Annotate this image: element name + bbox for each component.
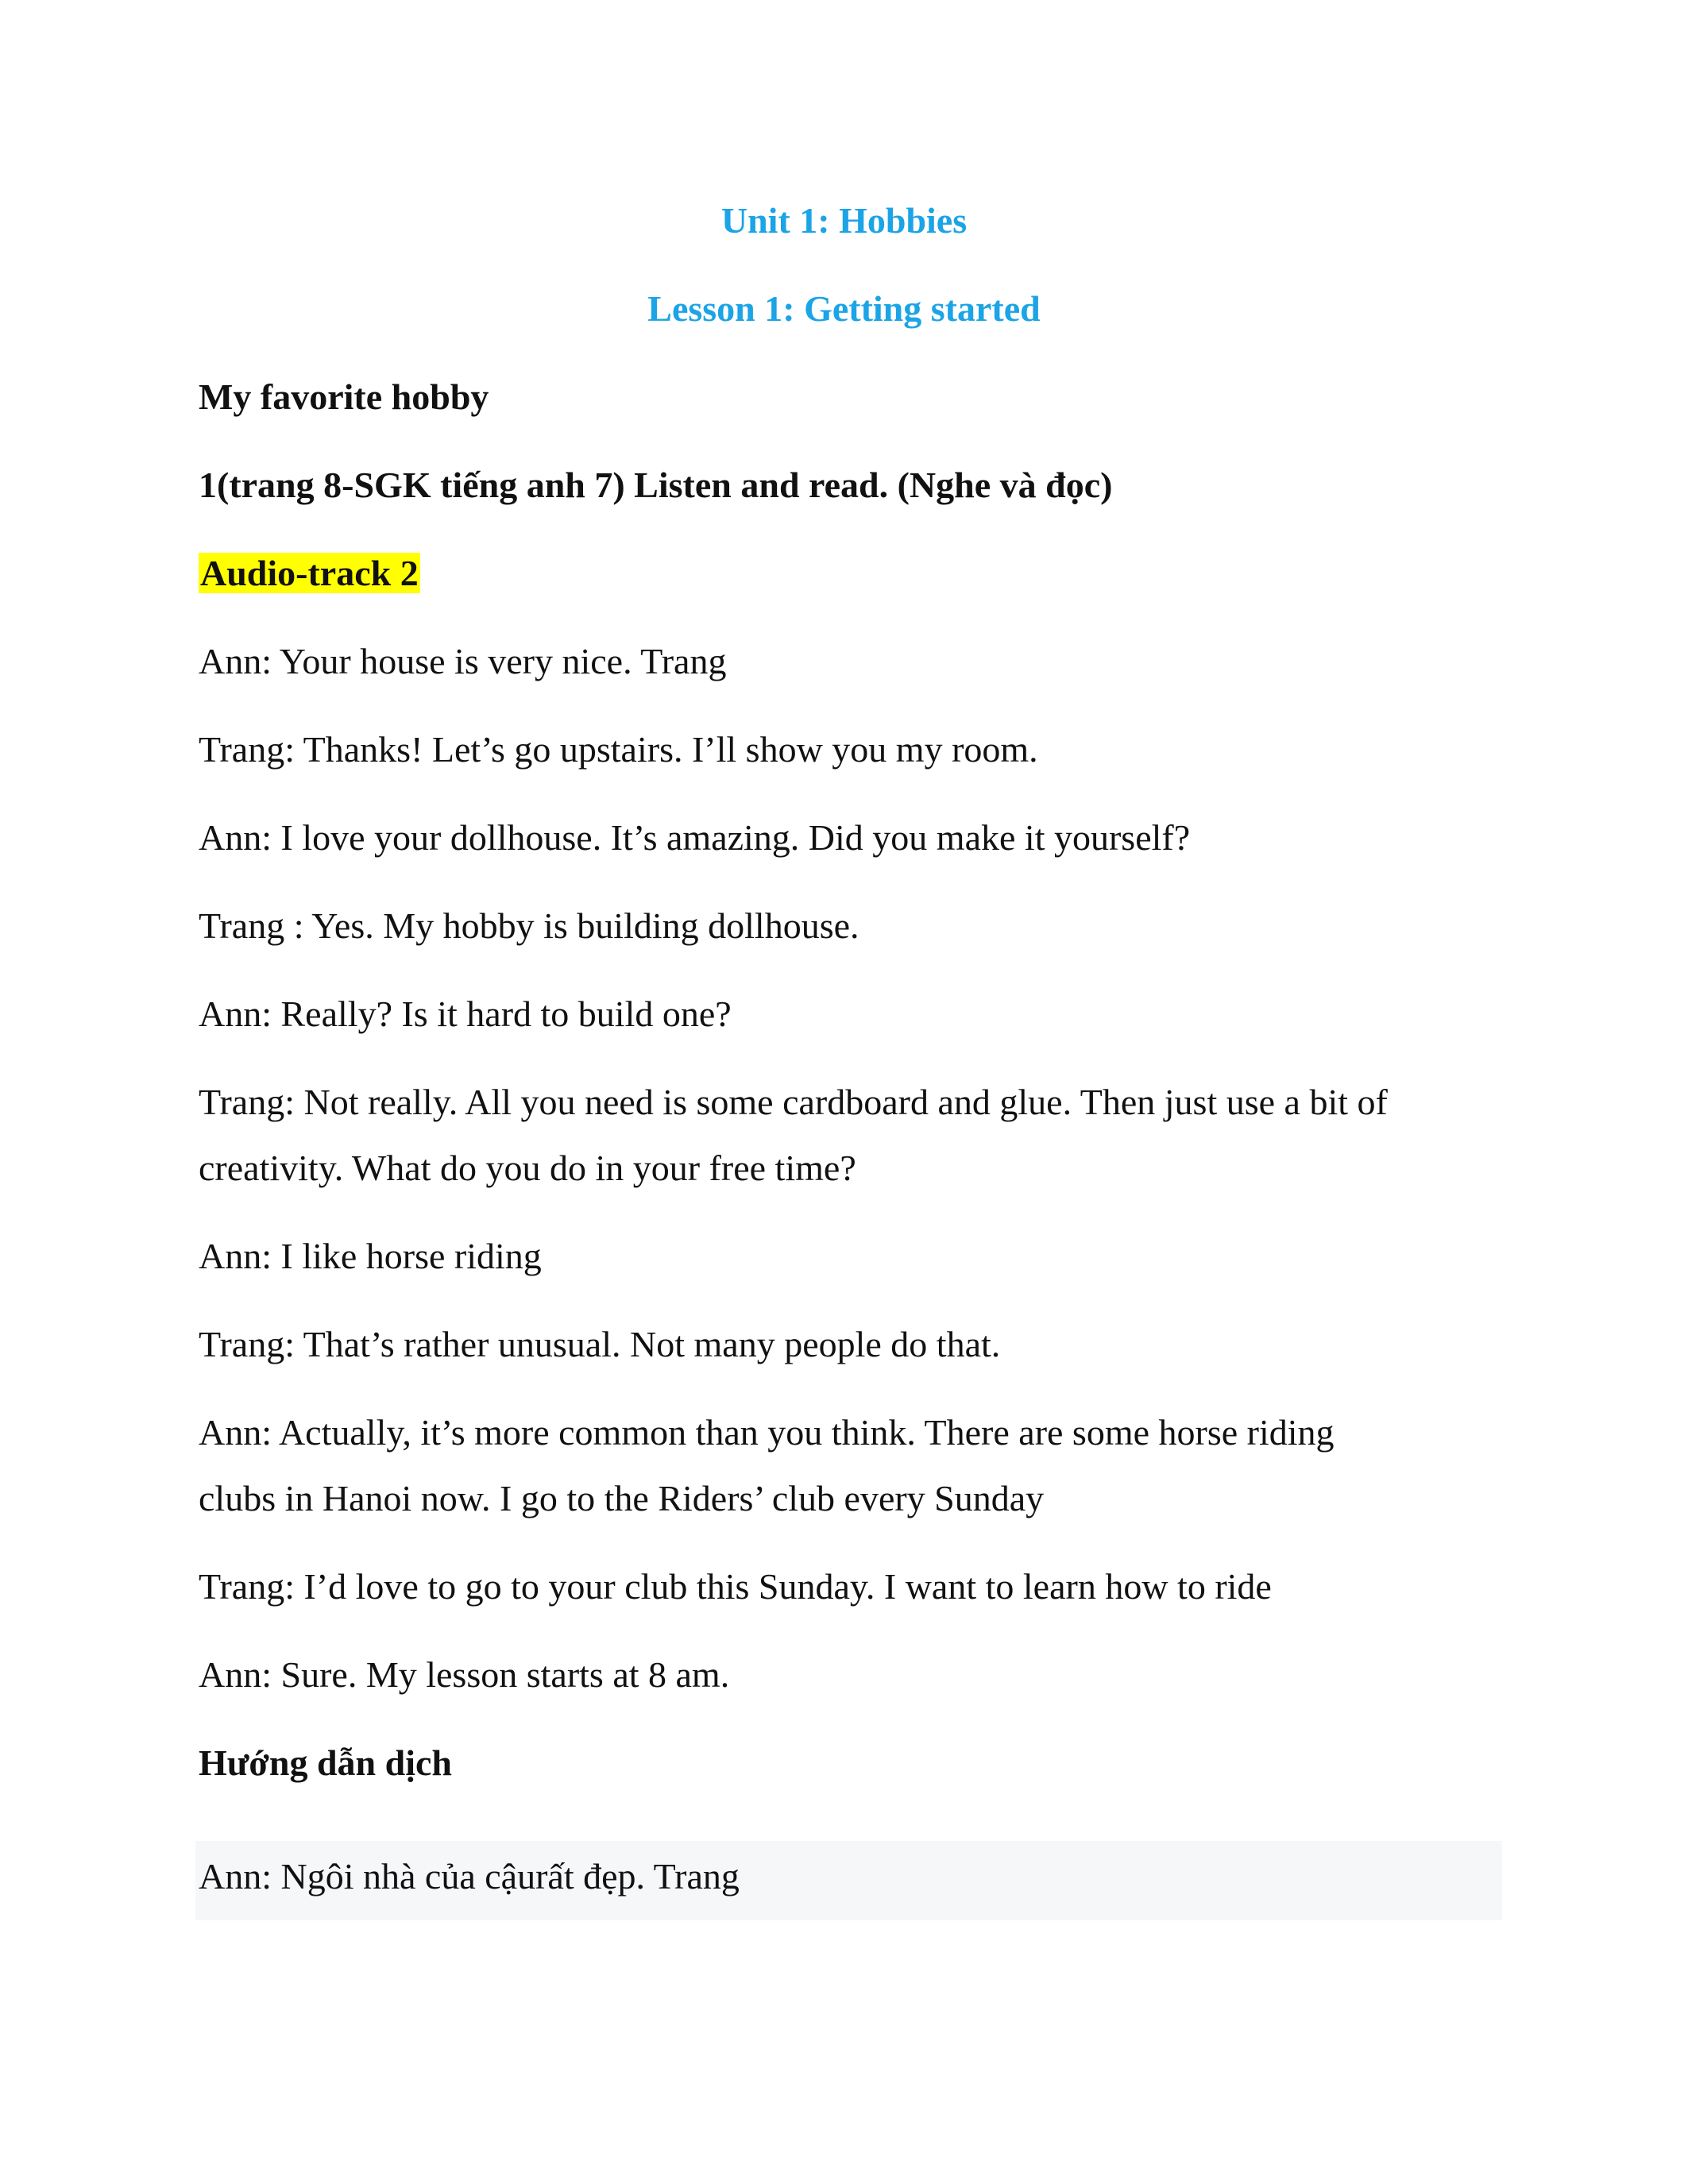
dialogue-line: Ann: I like horse riding [199,1236,542,1276]
dialogue-line: Trang: Not really. All you need is some cardboard and glue. Then just use a bit of [199,1082,1388,1122]
dialogue-line: Ann: I love your dollhouse. It’s amazing. Did you make it yourself? [199,817,1191,858]
dialogue-line: Trang: I’d love to go to your club this Sunday. I want to learn how to ride [199,1566,1272,1607]
unit-title: Unit 1: Hobbies [720,200,968,241]
section-heading: My favorite hobby [199,376,489,417]
dialogue-line: Ann: Sure. My lesson starts at 8 am. [199,1654,730,1695]
translation-line: Ann: Ngôi nhà của cậurất đẹp. Trang [199,1856,740,1897]
dialogue-line: Ann: Actually, it’s more common than you think. There are some horse riding [199,1412,1335,1453]
dialogue-line: Trang: That’s rather unusual. Not many people do that. [199,1324,1001,1364]
translation-heading: Hướng dẫn dịch [199,1742,452,1783]
audio-track-label: Audio-track 2 [200,553,419,593]
exercise-heading: 1(trang 8-SGK tiếng anh 7) Listen and read. (Nghe và đọc) [199,465,1113,505]
dialogue-line: Trang : Yes. My hobby is building dollhouse. [199,905,859,946]
dialogue-line: Ann: Your house is very nice. Trang [199,641,727,681]
lesson-title: Lesson 1: Getting started [647,288,1041,329]
dialogue-line-continuation: clubs in Hanoi now. I go to the Riders’ club every Sunday [199,1478,1045,1518]
dialogue-line: Ann: Really? Is it hard to build one? [199,994,732,1034]
dialogue-line-continuation: creativity. What do you do in your free time? [199,1148,856,1188]
dialogue-line: Trang: Thanks! Let’s go upstairs. I’ll show you my room. [199,729,1038,770]
audio-track-label-row [199,551,420,596]
